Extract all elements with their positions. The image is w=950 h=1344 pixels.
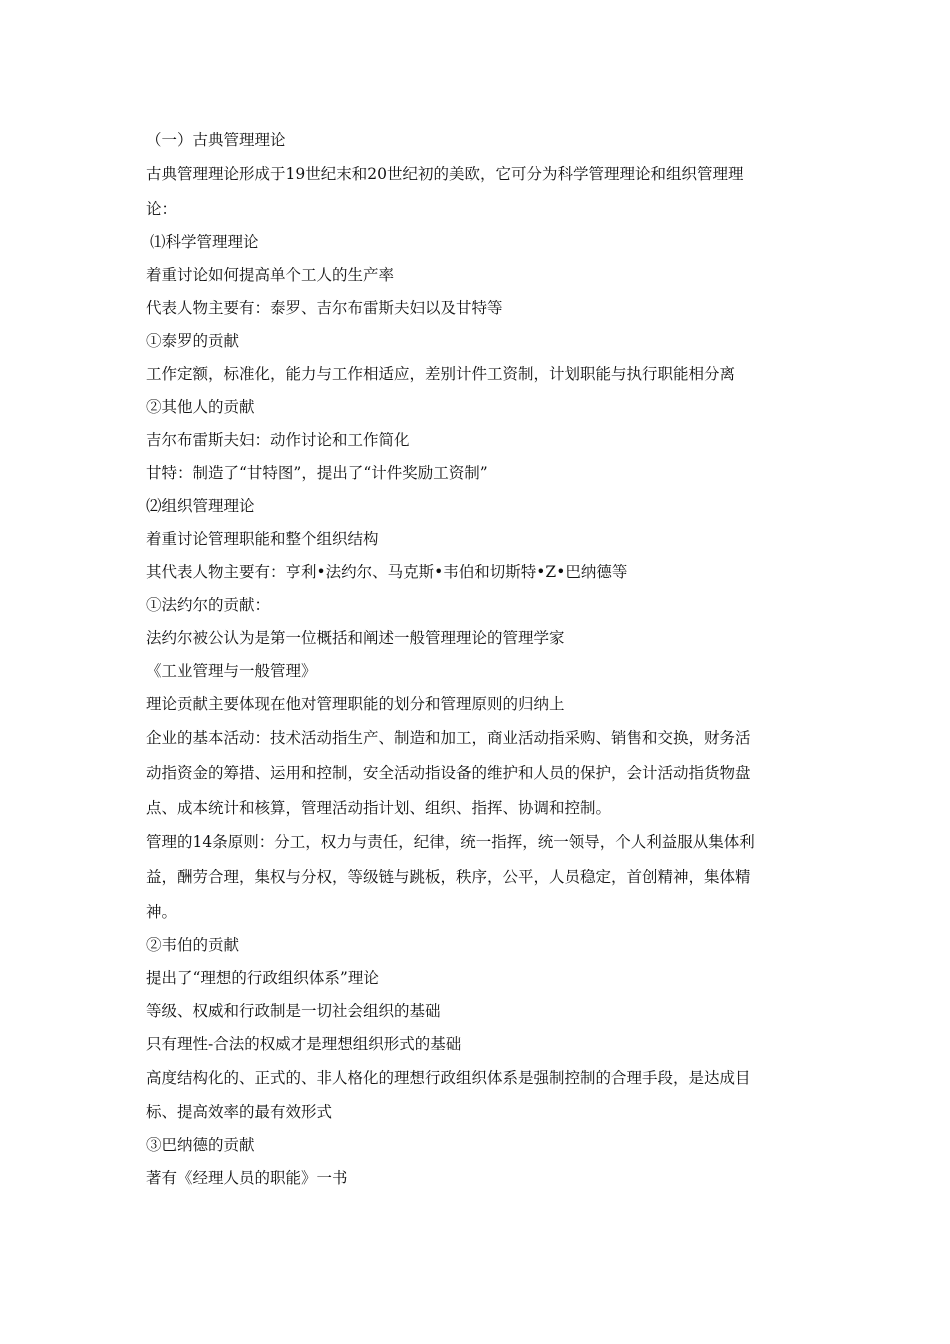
item-heading: ②其他人的贡献 [146,397,255,416]
paragraph-line: 着重讨论如何提高单个工人的生产率 [146,265,395,284]
paragraph-line: 代表人物主要有：泰罗、吉尔布雷斯夫妇以及甘特等 [146,298,503,317]
paragraph-line: 标、提高效率的最有效形式 [146,1103,333,1121]
paragraph-line: 神。 [146,902,178,921]
item-heading: ③巴纳德的贡献 [146,1136,255,1154]
book-title: 《工业管理与一般管理》 [146,661,317,680]
subsection-heading: ⑴科学管理理论 [150,232,259,251]
paragraph-line: 著有《经理人员的职能》一书 [146,1169,348,1187]
paragraph-line: 提出了“理想的行政组织体系”理论 [146,968,379,987]
paragraph-line: 工作定额，标准化，能力与工作相适应，差别计件工资制，计划职能与执行职能相分离 [146,364,736,383]
paragraph-line: 古典管理理论形成于19世纪末和20世纪初的美欧，它可分为科学管理理论和组织管理理 [146,165,744,183]
paragraph-line: 动指资金的筹措、运用和控制，安全活动指设备的维护和人员的保护，会计活动指货物盘 [146,764,751,782]
paragraph-line: 论： [146,199,178,218]
paragraph-line: 管理的14条原则：分工，权力与责任，纪律，统一指挥，统一领导，个人利益服从集体利 [146,832,755,851]
paragraph-line: 着重讨论管理职能和整个组织结构 [146,529,379,548]
item-heading: ①泰罗的贡献 [146,331,240,350]
subsection-heading: ⑵组织管理理论 [146,496,255,515]
section-heading: （一）古典管理理论 [146,131,286,149]
item-heading: ①法约尔的贡献： [146,595,271,614]
paragraph-line: 甘特：制造了“甘特图”，提出了“计件奖励工资制” [146,463,488,482]
paragraph-line: 益，酬劳合理，集权与分权，等级链与跳板，秩序，公平，人员稳定，首创精神，集体精 [146,868,751,886]
paragraph-line: 企业的基本活动：技术活动指生产、制造和加工，商业活动指采购、销售和交换，财务活 [146,728,751,747]
paragraph-line: 其代表人物主要有：亨利•法约尔、马克斯•韦伯和切斯特•Z•巴纳德等 [146,562,628,581]
item-heading: ②韦伯的贡献 [146,935,240,954]
paragraph-line: 吉尔布雷斯夫妇：动作讨论和工作简化 [146,430,410,449]
paragraph-line: 等级、权威和行政制是一切社会组织的基础 [146,1001,441,1020]
document-body [146,124,811,1195]
paragraph-line: 点、成本统计和核算，管理活动指计划、组织、指挥、协调和控制。 [146,798,612,817]
paragraph-line: 高度结构化的、正式的、非人格化的理想行政组织体系是强制控制的合理手段，是达成目 [146,1068,751,1087]
paragraph-line: 法约尔被公认为是第一位概括和阐述一般管理理论的管理学家 [146,628,565,647]
paragraph-line: 只有理性-合法的权威才是理想组织形式的基础 [146,1034,462,1053]
paragraph-line: 理论贡献主要体现在他对管理职能的划分和管理原则的归纳上 [146,694,565,713]
